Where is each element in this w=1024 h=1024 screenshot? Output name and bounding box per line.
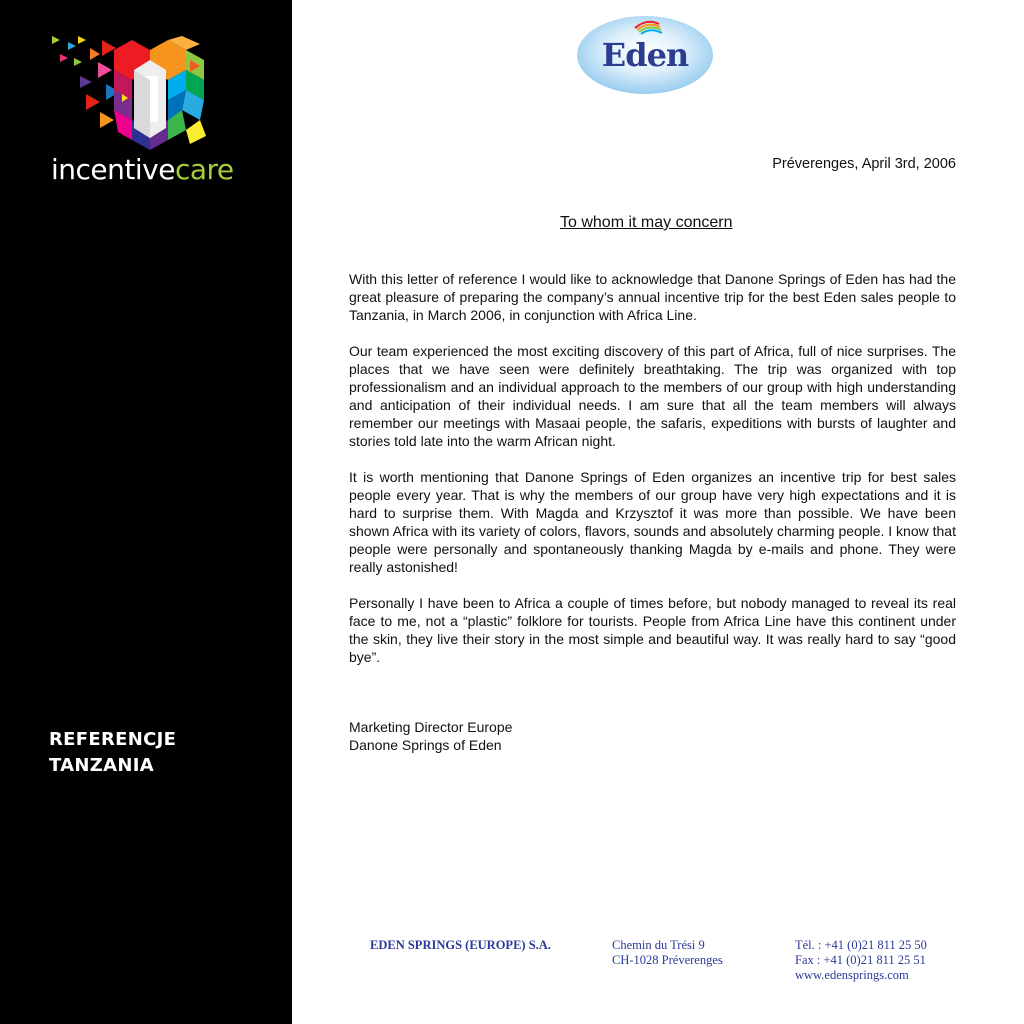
footer-website-link[interactable]: www.edensprings.com bbox=[795, 968, 909, 982]
footer-company: EDEN SPRINGS (EUROPE) S.A. bbox=[370, 938, 551, 952]
letter-body bbox=[349, 270, 956, 684]
eden-logo-text: Eden bbox=[601, 36, 689, 74]
section-label bbox=[49, 727, 176, 779]
footer-contact bbox=[795, 938, 927, 983]
footer-fax: Fax : +41 (0)21 811 25 51 bbox=[795, 953, 926, 967]
brand-name-suffix: care bbox=[174, 153, 234, 186]
signature-company: Danone Springs of Eden bbox=[349, 737, 502, 753]
letter-paragraph: It is worth mentioning that Danone Springs of Eden organizes an incentive trip for best sales people every year. That is why the members of our group have very high expectations and it is hard to surprise them. With Magda and Krzysztof it was more than possible. We have been shown Africa with its variety of colors, flavors, sounds and absolutely charming people. I know that people were personally and spontaneously thanking Magda by e-mails and phone. They were really astonished! bbox=[349, 469, 956, 575]
sidebar bbox=[0, 0, 292, 1024]
letter-date: Préverenges, April 3rd, 2006 bbox=[772, 156, 956, 172]
section-label-line2: TANZANIA bbox=[49, 755, 154, 776]
brand-name bbox=[51, 153, 234, 186]
letter-paragraph: Our team experienced the most exciting discovery of this part of Africa, full of nice surprises. The places that we have seen were definitely breathtaking. The trip was organized with top professionalism and an individual approach to the members of our group with high understanding and anticipation of their individual needs. I am sure that all the team members will always remember our meetings with Masaai people, the safaris, expeditions with bursts of laughter and stories told late into the warm African night. bbox=[349, 343, 956, 449]
footer-phone: Tél. : +41 (0)21 811 25 50 bbox=[795, 938, 927, 952]
letter-paragraph: Personally I have been to Africa a couple of times before, but nobody managed to reveal its real face to me, not a “plastic” folklore for tourists. People from Africa Line have this continent under the skin, they live their story in the most simple and beautiful way. It was really hard to say “good bye”. bbox=[349, 595, 956, 665]
footer-address-line1: Chemin du Trési 9 bbox=[612, 938, 705, 952]
brand-name-prefix: incentive bbox=[51, 153, 175, 186]
footer-address-line2: CH-1028 Préverenges bbox=[612, 953, 723, 967]
incentivecare-logo-icon bbox=[50, 36, 210, 154]
section-label-line1: REFERENCJE bbox=[49, 729, 177, 750]
letter-paragraph: With this letter of reference I would like to acknowledge that Danone Springs of Eden has had the great pleasure of preparing the company’s annual incentive trip for the best Eden sales people to Tanzania, in March 2006, in conjunction with Africa Line. bbox=[349, 271, 956, 323]
letter-heading: To whom it may concern bbox=[560, 214, 733, 231]
footer-address bbox=[612, 938, 723, 968]
signature-title: Marketing Director Europe bbox=[349, 719, 513, 735]
signature-block bbox=[349, 718, 512, 754]
reference-letter bbox=[292, 0, 1024, 1024]
